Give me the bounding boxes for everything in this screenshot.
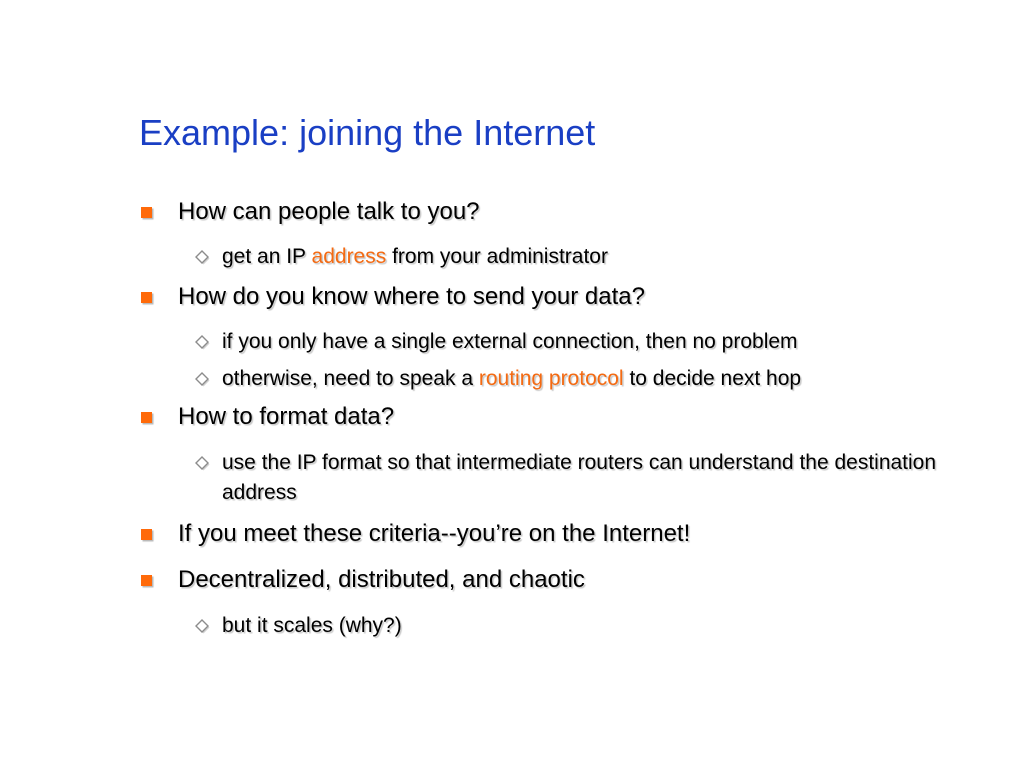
sub-bullet-item-2-2 [222, 364, 982, 394]
highlight-term-routing-protocol: routing protocol [478, 367, 624, 390]
highlight-term-address: address [311, 245, 387, 268]
sub-bullet-text: otherwise, need to speak a [222, 367, 479, 390]
slide-title: Example: joining the Internet [139, 112, 596, 153]
square-bullet-icon [141, 412, 152, 423]
sub-bullet-item-1-1 [222, 242, 982, 272]
bullet-item-5: Decentralized, distributed, and chaotic [178, 566, 585, 593]
square-bullet-icon [141, 529, 152, 540]
square-bullet-icon [141, 207, 152, 218]
sub-bullet-text: get an IP [222, 245, 312, 268]
bullet-item-1: How can people talk to you? [178, 198, 480, 225]
bullet-item-4: If you meet these criteria--you’re on the Internet! [178, 520, 691, 547]
sub-bullet-text: to decide next hop [623, 367, 802, 390]
diamond-bullet-icon [194, 619, 210, 635]
diamond-bullet-icon [194, 250, 210, 266]
sub-bullet-item-5-1: but it scales (why?) [222, 614, 402, 637]
diamond-bullet-icon [194, 456, 210, 472]
square-bullet-icon [141, 292, 152, 303]
sub-bullet-item-3-1: use the IP format so that intermediate routers can understand the destination address [222, 451, 937, 504]
bullet-item-2: How do you know where to send your data? [178, 283, 645, 310]
square-bullet-icon [141, 575, 152, 586]
diamond-bullet-icon [194, 335, 210, 351]
bullet-item-3: How to format data? [178, 403, 395, 430]
diamond-bullet-icon [194, 372, 210, 388]
sub-bullet-text: from your administrator [386, 245, 608, 268]
sub-bullet-item-2-1: if you only have a single external connection, then no problem [222, 330, 798, 353]
